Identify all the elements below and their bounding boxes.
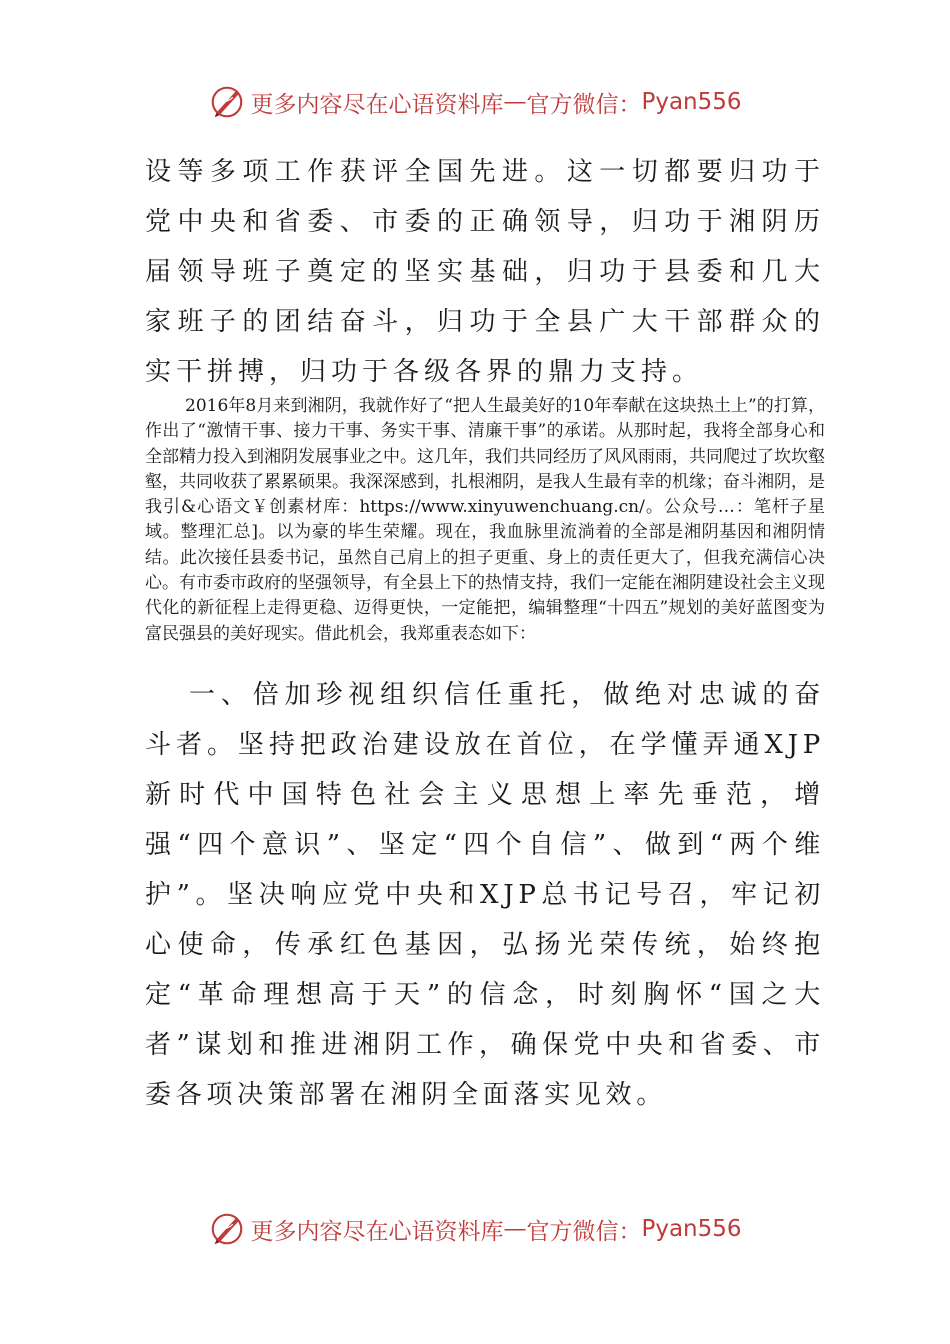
footer-dash: — [503, 1216, 527, 1242]
header-dash: — [503, 89, 527, 115]
header-wechat-label: 官方微信： [526, 91, 642, 118]
footer-banner [0, 1207, 950, 1251]
pen-logo-icon [208, 1210, 246, 1248]
paragraph-1: 设等多项工作获评全国先进。这一切都要归功于党中央和省委、市委的正确领导，归功于湘阴历届领导班子奠定的坚实基础，归功于县委和几大家班子的团结奋斗，归功于全县广大干部群众的实干拼搏，归功于各级各界的鼎力支持。 [145, 157, 825, 387]
footer-site-text: 更多内容尽在心语资料库 [250, 1218, 504, 1245]
paragraph-3: 一、倍加珍视组织信任重托，做绝对忠诚的奋斗者。坚持把政治建设放在首位，在学懂弄通XJP新时代中国特色社会主义思想上率先垂范，增强“四个意识”、坚定“四个自信”、做到“两个维护”。坚决响应党中央和XJP总书记号召，牢记初心使命，传承红色基因，弘扬光荣传统，始终抱定“革命理想高于天”的信念，时刻胸怀“国之大者”谋划和推进湘阴工作，确保党中央和省委、市委各项决策部署在湘阴全面落实见效。 [145, 680, 825, 1110]
header-site-text: 更多内容尽在心语资料库 [250, 91, 504, 118]
footer-wechat-label: 官方微信： [526, 1218, 642, 1245]
header-banner [0, 80, 950, 124]
header-wechat-id: Pyan556 [641, 89, 742, 115]
pen-logo-icon [208, 83, 246, 121]
paragraph-2: 2016年8月来到湘阴，我就作好了“把人生最美好的10年奉献在这块热土上”的打算，作出了“激情干事、接力干事、务实干事、清廉干事”的承诺。从那时起，我将全部身心和全部精力投入到湘阴发展事业之中。这几年，我们共同经历了风风雨雨，共同爬过了坎坎壑壑，共同收获了累累硕果。我深深感到，扎根湘阴，是我人生最有幸的机缘；奋斗湘阴，是我引&心语文￥创素材库：https://www.xinyuwenchuang.cn/。公众号…：笔杆子星域。整理汇总]。以为豪的毕生荣耀。现在，我血脉里流淌着的全部是湘阴基因和湘阴情结。此次接任县委书记，虽然自己肩上的担子更重、身上的责任更大了，但我充满信心决心。有市委市政府的坚强领导，有全县上下的热情支持，我们一定能在湘阴建设社会主义现代化的新征程上走得更稳、迈得更快，一定能把，编辑整理“十四五”规划的美好蓝图变为富民强县的美好现实。借此机会，我郑重表态如下： [145, 396, 825, 644]
footer-wechat-id: Pyan556 [641, 1216, 742, 1242]
